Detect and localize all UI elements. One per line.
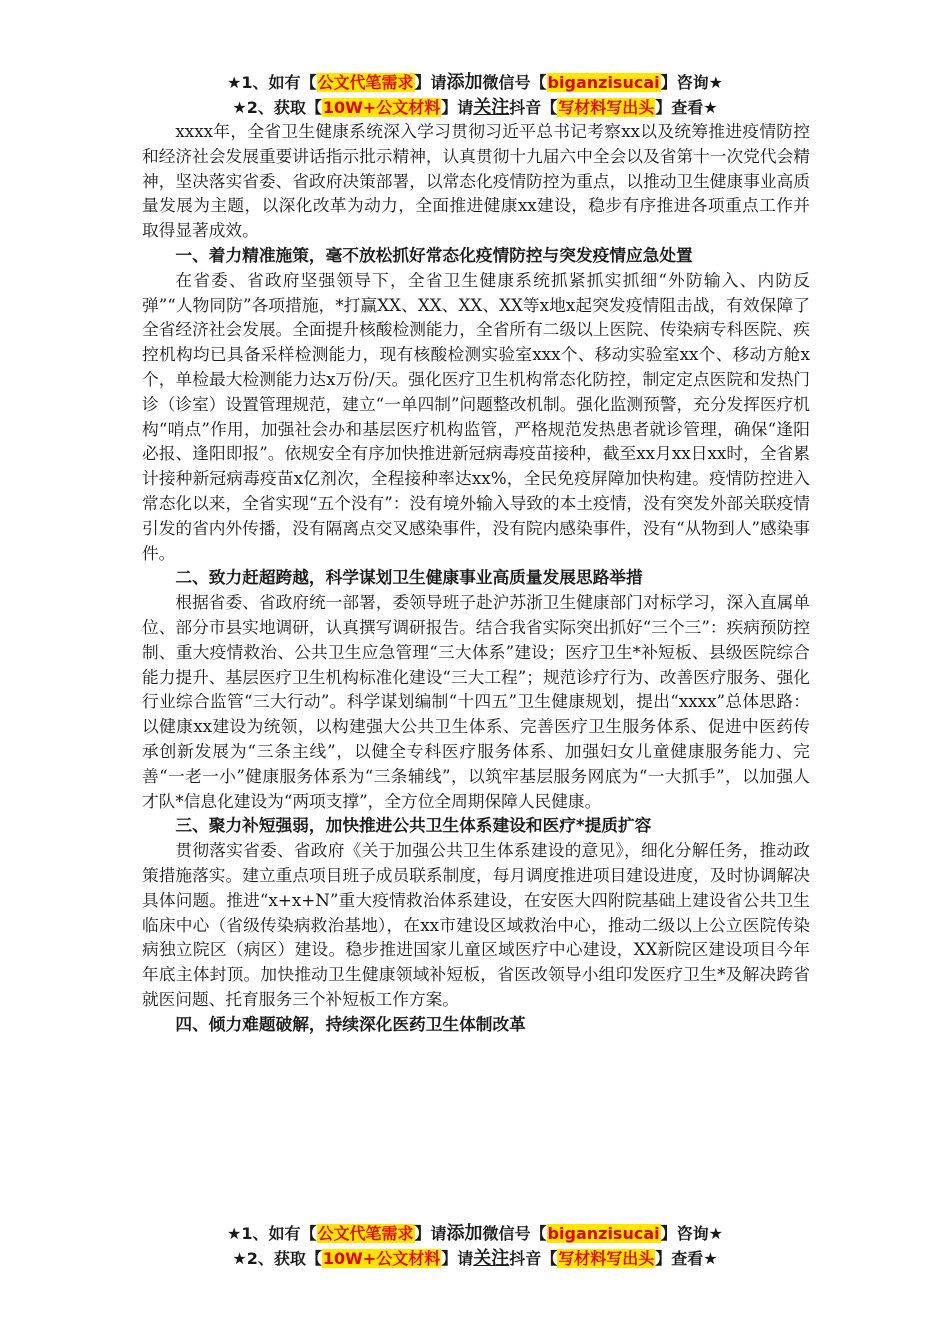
promo-douyin-account: 写材料写出头 (558, 1249, 655, 1268)
promo-highlight: 公文代笔需求 (317, 73, 414, 92)
section-paragraph-3: 贯彻落实省委、省政府《关于加强公共卫生体系建设的意见》，细化分解任务，推动政策措施落实。建立重点项目班子成员联系制度，每月调度推进项目建设进度，及时协调解决具体问题。推进“x+x+N”重大疫情救治体系建设，在安医大四附院基础上建设省公共卫生临床中心（省级传染病救治基地），在xx市建设区域救治中心，推动二级以上公立医院传染病独立院区（病区）建设。稳步推进国家儿童区域医疗中心建设，XX新院区建设项目今年年底主体封顶。加快推动卫生健康领域补短板，省医改领导小组印发医疗卫生*及解决跨省就医问题、托育服务三个补短板工作方案。 (142, 840, 810, 1009)
promo-line-2 (0, 95, 950, 120)
promo-emphasis: 添加 (446, 1223, 483, 1244)
intro-paragraph: xxxx年，全省卫生健康系统深入学习贯彻习近平总书记考察xx以及统筹推进疫情防控和经济社会发展重要讲话指示批示精神，认真贯彻十九届六中全会以及省第十一次党代会精神，坚决落实省委、省政府决策部署，以常态化疫情防控为重点，以推动卫生健康事业高质量发展为主题，以深化改革为动力，全面推进健康xx建设，稳步有序推进各项重点工作并取得显著成效。 (142, 121, 810, 241)
promo-emphasis: 添加 (446, 72, 483, 93)
promo-wechat-id: biganzisucai (547, 73, 660, 92)
promo-text: 】请 (441, 1249, 474, 1268)
promo-highlight: 10W+公文材料 (322, 1249, 441, 1268)
promo-line-2-footer (0, 1246, 950, 1271)
promo-text: 抖音【 (509, 1249, 558, 1268)
promo-text: ★2、获取【 (232, 98, 322, 117)
promo-highlight: 公文代笔需求 (317, 1224, 414, 1243)
section-heading-4: 四、倾力难题破解，持续深化医药卫生体制改革 (175, 1013, 526, 1034)
promo-text: 微信号【 (482, 1224, 547, 1243)
section-heading-1: 一、着力精准施策，毫不放松抓好常态化疫情防控与突发疫情应急处置 (175, 244, 693, 265)
promo-text: 】咨询★ (660, 1224, 723, 1243)
promo-text: 】请 (441, 98, 474, 117)
promo-text: ★1、如有【 (227, 73, 317, 92)
promo-text: ★1、如有【 (227, 1224, 317, 1243)
promo-text: 】查看★ (655, 1249, 718, 1268)
promo-highlight: 10W+公文材料 (322, 98, 441, 117)
promo-text: 】咨询★ (660, 73, 723, 92)
promo-text: 】查看★ (655, 98, 718, 117)
promo-line-1-footer (0, 1221, 950, 1246)
section-heading-3: 三、聚力补短强弱，加快推进公共卫生体系建设和医疗*提质扩容 (175, 815, 652, 836)
promo-douyin-account: 写材料写出头 (558, 98, 655, 117)
promo-text: 微信号【 (482, 73, 547, 92)
promo-text: 】请 (414, 1224, 447, 1243)
promo-text: 】请 (414, 73, 447, 92)
document-body (142, 119, 810, 1036)
promo-text: ★2、获取【 (232, 1249, 322, 1268)
promo-text: 抖音【 (509, 98, 558, 117)
promo-line-1 (0, 70, 950, 95)
section-heading-2: 二、致力赶超跨越，科学谋划卫生健康事业高质量发展思路举措 (175, 567, 643, 588)
promo-emphasis: 关注 (473, 1248, 510, 1269)
section-paragraph-1: 在省委、省政府坚强领导下，全省卫生健康系统抓紧抓实抓细“外防输入、内防反弹”“人物同防”各项措施，*打赢XX、XX、XX、XX等x地x起突发疫情阻击战，有效保障了全省经济社会发展。全面提升核酸检测能力，全省所有二级以上医院、传染病专科医院、疾控机构均已具备采样检测能力，现有核酸检测实验室xxx个、移动实验室xx个、移动方舱x个，单检最大检测能力达x万份/天。强化医疗卫生机构常态化防控，制定定点医院和发热门诊（诊室）设置管理规范，建立“一单四制”问题整改机制。强化监测预警，充分发挥医疗机构“哨点”作用，加强社会办和基层医疗机构监管，严格规范发热患者就诊管理，确保“逢阳必报、逢阳即报”。依规安全有序加快推进新冠病毒疫苗接种，截至xx月xx日xx时，全省累计接种新冠病毒疫苗x亿剂次，全程接种率达xx%，全民免疫屏障加快构建。疫情防控进入常态化以来，全省实现“五个没有”：没有境外输入导致的本土疫情，没有突发外部关联疫情引发的省内外传播，没有隔离点交叉感染事件，没有院内感染事件，没有“从物到人”感染事件。 (142, 269, 810, 563)
promo-emphasis: 关注 (473, 97, 510, 118)
promo-wechat-id: biganzisucai (547, 1224, 660, 1243)
section-paragraph-2: 根据省委、省政府统一部署，委领导班子赴沪苏浙卫生健康部门对标学习，深入直属单位、部分市县实地调研，认真撰写调研报告。结合我省实际突出抓好“三个三”：疾病预防控制、重大疫情救治、公共卫生应急管理“三大体系”建设；医疗卫生*补短板、县级医院综合能力提升、基层医疗卫生机构标准化建设“三大工程”；规范诊疗行为、改善医疗服务、强化行业综合监管“三大行动”。科学谋划编制“十四五”卫生健康规划，提出“xxxx”总体思路：以健康xx建设为统领，以构建强大公共卫生体系、完善医疗卫生服务体系、促进中医药传承创新发展为“三条主线”，以健全专科医疗服务体系、加强妇女儿童健康服务能力、完善“一老一小”健康服务体系为“三条辅线”，以筑牢基层服务网底为“一大抓手”，以加强人才队*信息化建设为“两项支撑”，全方位全周期保障人民健康。 (142, 592, 810, 811)
